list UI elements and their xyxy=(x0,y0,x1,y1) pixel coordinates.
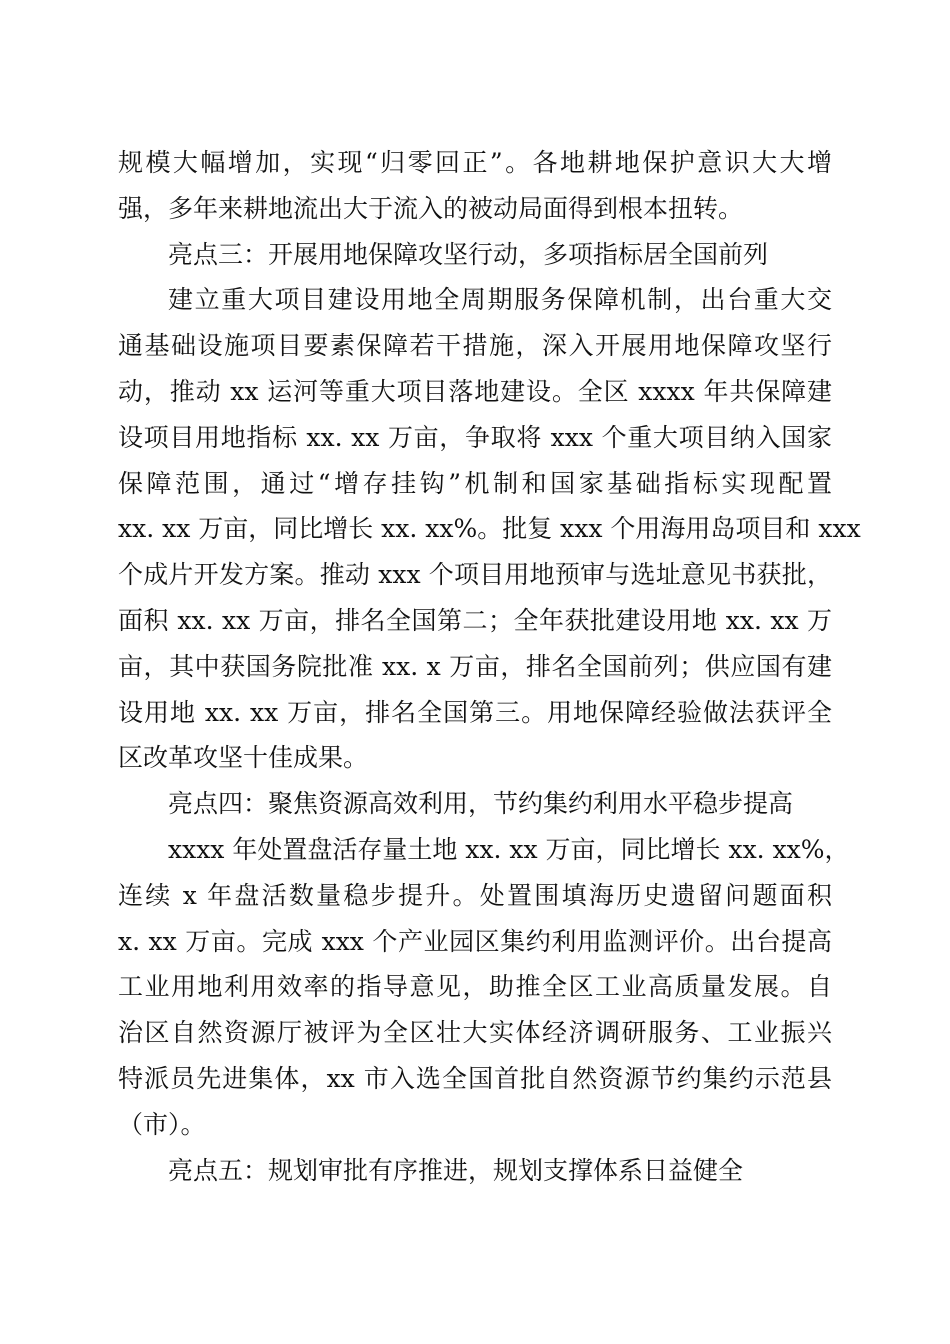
text-line: x. xx 万亩。完成 xxx 个产业园区集约利用监测评价。出台提高 xyxy=(118,926,832,956)
paragraph xyxy=(118,140,832,232)
section-heading-4 xyxy=(118,781,832,827)
text-line: 面积 xx. xx 万亩，排名全国第二；全年获批建设用地 xx. xx 万 xyxy=(118,605,832,635)
paragraph xyxy=(118,827,850,1148)
section-heading-3 xyxy=(118,232,832,278)
text-line: 连续 x 年盘活数量稳步提升。处置围填海历史遗留问题面积 xyxy=(118,880,832,910)
text-line: 动，推动 xx 运河等重大项目落地建设。全区 xxxx 年共保障建 xyxy=(118,376,832,406)
heading-text: 亮点五：规划审批有序推进，规划支撑体系日益健全 xyxy=(168,1155,744,1185)
text-line: 强，多年来耕地流出大于流入的被动局面得到根本扭转。 xyxy=(118,193,744,223)
text-line: 区改革攻坚十佳成果。 xyxy=(118,743,369,773)
section-heading-5 xyxy=(118,1148,832,1194)
text-line: 设项目用地指标 xx. xx 万亩，争取将 xxx 个重大项目纳入国家 xyxy=(118,422,832,452)
text-line: 特派员先进集体，xx 市入选全国首批自然资源节约集约示范县 xyxy=(118,1063,832,1093)
paragraph xyxy=(118,277,861,781)
text-line: xxxx 年处置盘活存量土地 xx. xx 万亩，同比增长 xx. xx%， xyxy=(168,834,850,864)
text-line: 建立重大项目建设用地全周期服务保障机制，出台重大交 xyxy=(168,285,832,315)
text-line: 个成片开发方案。推动 xxx 个项目用地预审与选址意见书获批， xyxy=(118,560,832,590)
document-page xyxy=(118,140,861,1193)
text-line: xx. xx 万亩，同比增长 xx. xx%。批复 xxx 个用海用岛项目和 xxx xyxy=(118,514,861,544)
heading-text: 亮点三：开展用地保障攻坚行动，多项指标居全国前列 xyxy=(168,239,769,269)
text-line: 规模大幅增加，实现“归零回正”。各地耕地保护意识大大增 xyxy=(118,148,832,177)
text-line: 工业用地利用效率的指导意见，助推全区工业高质量发展。自 xyxy=(118,972,832,1002)
text-line: 保障范围，通过“增存挂钩”机制和国家基础指标实现配置 xyxy=(118,468,832,498)
text-line: 通基础设施项目要素保障若干措施，深入开展用地保障攻坚行 xyxy=(118,331,832,361)
text-line: 亩，其中获国务院批准 xx. x 万亩，排名全国前列；供应国有建 xyxy=(118,651,832,681)
text-line: 设用地 xx. xx 万亩，排名全国第三。用地保障经验做法获评全 xyxy=(118,697,832,727)
text-line: （市）。 xyxy=(118,1109,206,1139)
heading-text: 亮点四：聚焦资源高效利用，节约集约利用水平稳步提高 xyxy=(168,789,794,819)
text-line: 治区自然资源厅被评为全区壮大实体经济调研服务、工业振兴 xyxy=(118,1018,832,1048)
